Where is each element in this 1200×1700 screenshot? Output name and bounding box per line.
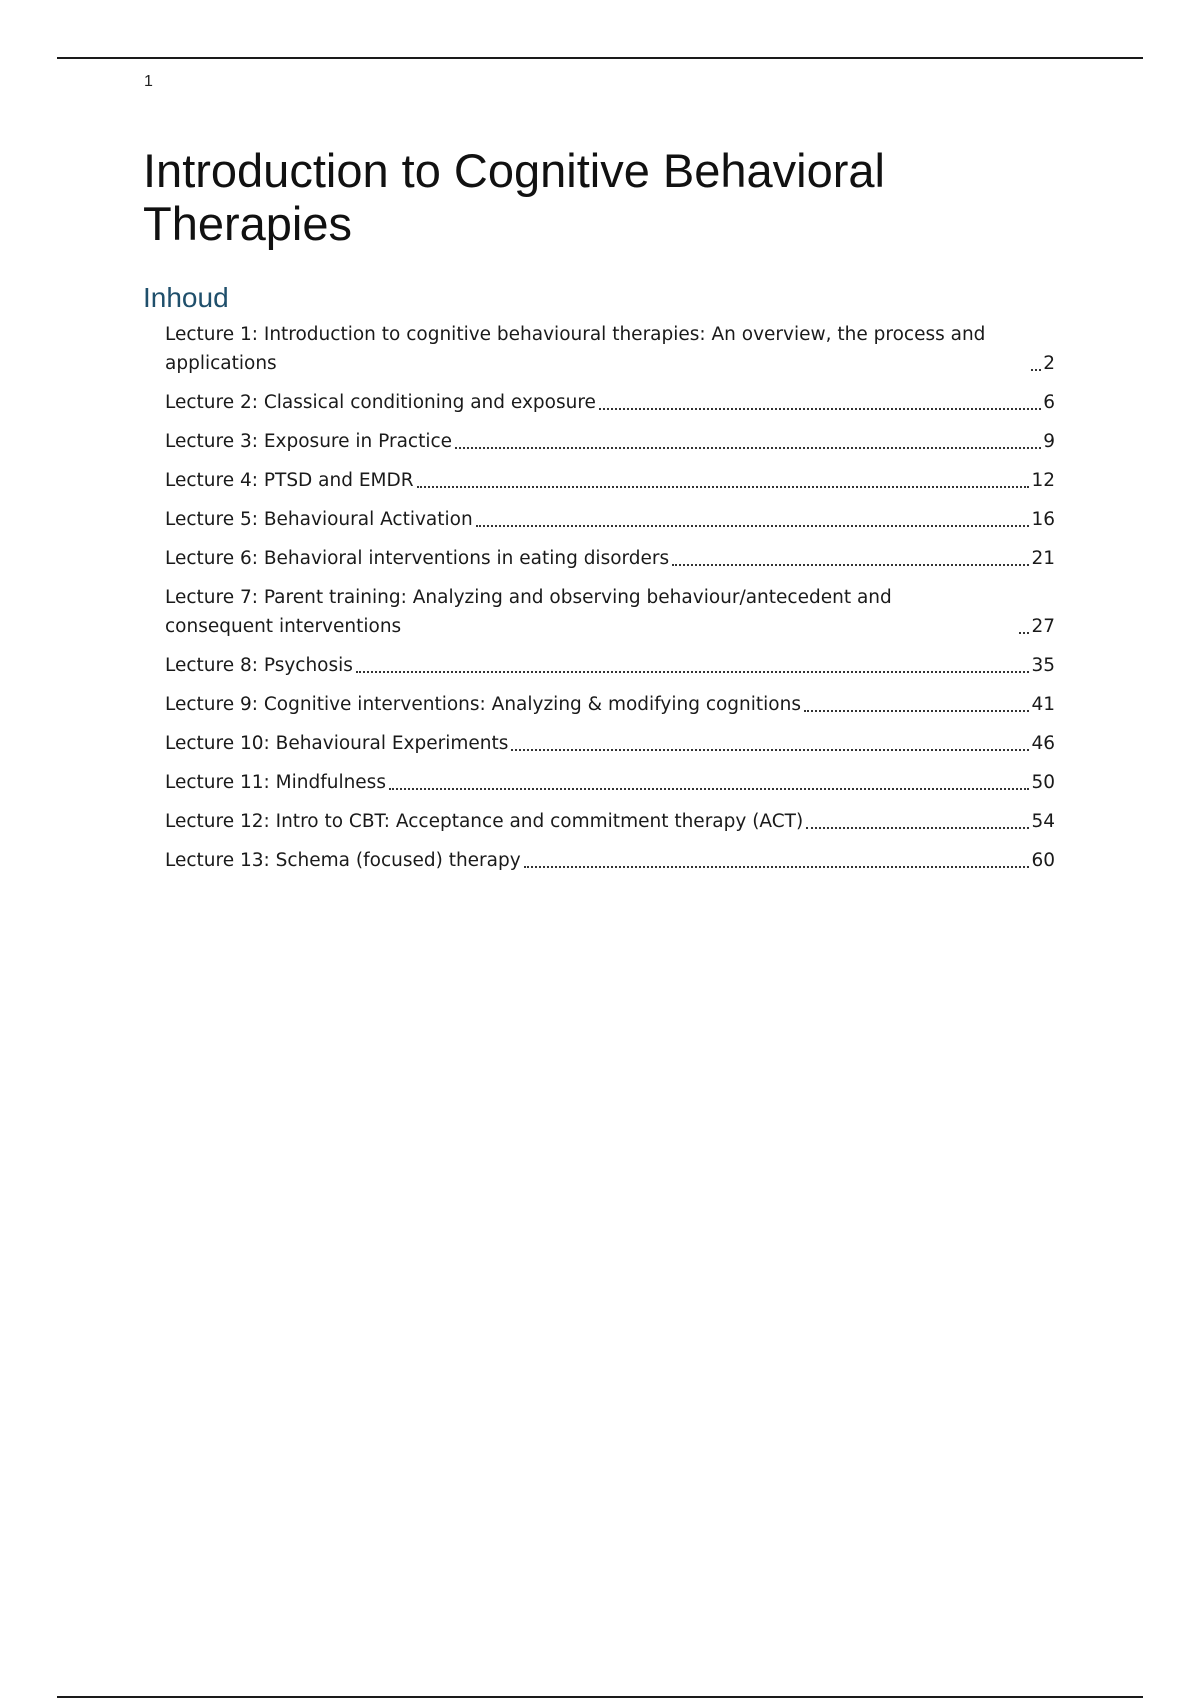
toc-entry-lecture-8[interactable] (165, 651, 1055, 680)
dot-leader (356, 671, 1030, 673)
toc-entry-page: 41 (1031, 694, 1055, 715)
toc-entry-title: Lecture 7: Parent training: Analyzing and observing behaviour/antecedent and consequent interventions (165, 587, 892, 637)
toc-entry-page: 27 (1031, 616, 1055, 637)
dot-leader (672, 564, 1029, 566)
toc-entry-page: 12 (1031, 470, 1055, 491)
toc-entry-page: 54 (1031, 811, 1055, 832)
toc-entry-title: Lecture 12: Intro to CBT: Acceptance and commitment therapy (ACT) (165, 811, 804, 832)
toc-entry-title: Lecture 9: Cognitive interventions: Analyzing & modifying cognitions (165, 694, 801, 715)
toc-entry-lecture-7[interactable] (165, 583, 1055, 641)
page-number: 1 (144, 73, 153, 90)
toc-entry-title: Lecture 11: Mindfulness (165, 772, 386, 793)
toc-entry-title: Lecture 13: Schema (focused) therapy (165, 850, 521, 871)
header-rule (57, 57, 1143, 59)
toc-entry-page: 60 (1031, 850, 1055, 871)
toc-entry-title: Lecture 3: Exposure in Practice (165, 431, 453, 452)
toc-entry-page: 21 (1031, 548, 1055, 569)
dot-leader (1031, 369, 1041, 371)
toc-entry-page: 6 (1043, 392, 1055, 413)
toc-entry-title: Lecture 2: Classical conditioning and exposure (165, 392, 596, 413)
toc-heading: Inhoud (143, 282, 229, 313)
toc-entry-lecture-9[interactable] (165, 690, 1055, 719)
dot-leader (511, 749, 1029, 751)
toc-entry-lecture-3[interactable] (165, 427, 1055, 456)
toc-entry-title: Lecture 4: PTSD and EMDR (165, 470, 414, 491)
dot-leader (389, 788, 1029, 790)
toc-entry-title: Lecture 6: Behavioral interventions in eating disorders (165, 548, 670, 569)
dot-leader (455, 447, 1041, 449)
toc-entry-page: 35 (1031, 655, 1055, 676)
toc-entry-lecture-11[interactable] (165, 768, 1055, 797)
dot-leader (804, 710, 1029, 712)
dot-leader (524, 866, 1030, 868)
dot-leader (806, 827, 1029, 829)
dot-leader (599, 408, 1041, 410)
toc-entry-lecture-5[interactable] (165, 505, 1055, 534)
toc-entry-lecture-13[interactable] (165, 846, 1055, 875)
toc-entry-lecture-1[interactable] (165, 320, 1055, 378)
toc-entry-lecture-12[interactable] (165, 807, 1055, 836)
toc-entry-title: Lecture 5: Behavioural Activation (165, 509, 473, 530)
toc-entry-page: 2 (1043, 353, 1055, 374)
document-title: Introduction to Cognitive Behavioral Therapies (143, 144, 885, 250)
dot-leader (1019, 632, 1029, 634)
table-of-contents (165, 320, 1055, 885)
toc-entry-page: 9 (1043, 431, 1055, 452)
toc-entry-page: 46 (1031, 733, 1055, 754)
toc-entry-title: Lecture 10: Behavioural Experiments (165, 733, 509, 754)
toc-entry-lecture-10[interactable] (165, 729, 1055, 758)
toc-entry-page: 50 (1031, 772, 1055, 793)
toc-entry-page: 16 (1031, 509, 1055, 530)
footer-rule (57, 1696, 1143, 1698)
toc-entry-lecture-2[interactable] (165, 388, 1055, 417)
toc-entry-title: Lecture 8: Psychosis (165, 655, 353, 676)
toc-entry-lecture-4[interactable] (165, 466, 1055, 495)
toc-entry-title: Lecture 1: Introduction to cognitive behavioural therapies: An overview, the process and applications (165, 324, 986, 374)
toc-entry-lecture-6[interactable] (165, 544, 1055, 573)
dot-leader (476, 525, 1030, 527)
dot-leader (417, 486, 1030, 488)
